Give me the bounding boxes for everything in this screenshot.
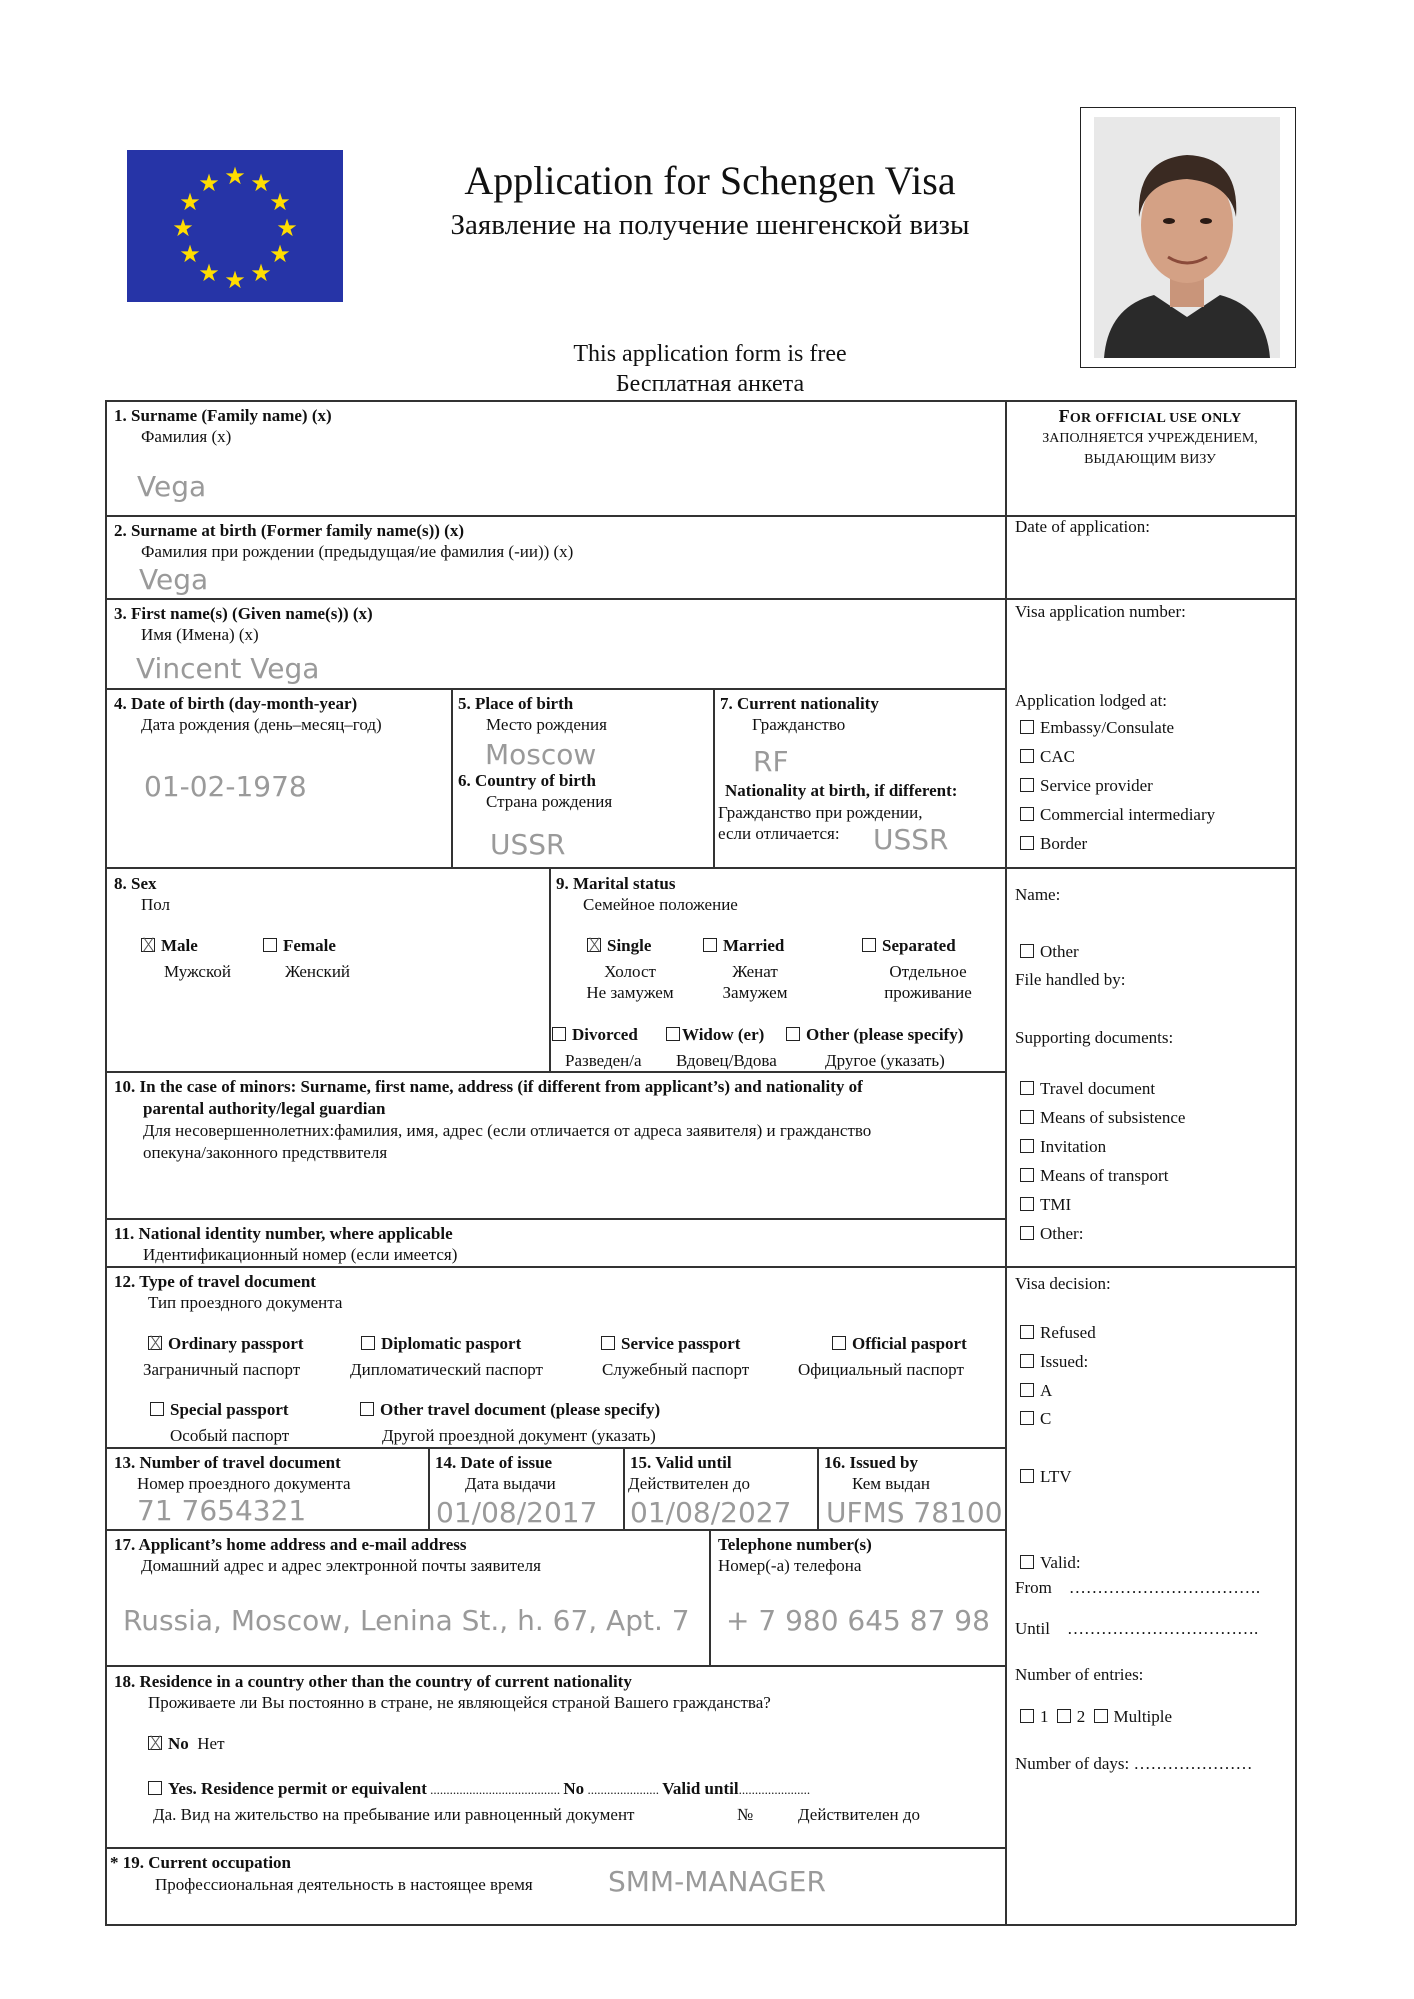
form-title: Application for Schengen Visa bbox=[464, 158, 956, 203]
official-other-option[interactable] bbox=[1020, 941, 1079, 962]
checkbox-icon[interactable] bbox=[1020, 1555, 1034, 1569]
checkbox-icon[interactable] bbox=[1020, 1168, 1034, 1182]
telephone-value[interactable]: + 7 980 645 87 98 bbox=[726, 1604, 990, 1637]
doc-number-label: 13. Number of travel document bbox=[114, 1453, 341, 1472]
home-address-label: 17. Applicant’s home address and e-mail address bbox=[114, 1535, 467, 1554]
official-passport-label: Official pasport bbox=[852, 1334, 967, 1353]
residence-permit-blank[interactable]: ........................................ bbox=[426, 1782, 564, 1797]
marital-divorced-option[interactable] bbox=[552, 1024, 638, 1045]
checkbox-checked-icon[interactable] bbox=[141, 938, 155, 952]
marital-status-label-ru: Семейное положение bbox=[583, 895, 738, 914]
star-icon: ★ bbox=[250, 169, 272, 197]
visa-c-label: C bbox=[1040, 1409, 1052, 1428]
country-of-birth-value[interactable]: USSR bbox=[490, 828, 566, 861]
travel-doc-type-label: 12. Type of travel document bbox=[114, 1272, 316, 1291]
checkbox-checked-icon[interactable] bbox=[587, 938, 601, 952]
doc-other-option[interactable] bbox=[1020, 1223, 1083, 1244]
country-of-birth-label: 6. Country of birth bbox=[458, 771, 596, 790]
doc-subsistence-label: Means of subsistence bbox=[1040, 1108, 1186, 1127]
doc-invitation-option[interactable] bbox=[1020, 1136, 1106, 1157]
married-label-ru2: Замужем bbox=[722, 983, 788, 1002]
country-of-birth-label-ru: Страна рождения bbox=[486, 792, 613, 811]
checkbox-icon[interactable] bbox=[1020, 1110, 1034, 1124]
service-passport-label: Service passport bbox=[621, 1334, 741, 1353]
portrait-icon bbox=[1094, 117, 1280, 358]
other-travel-doc-label-ru: Другой проездной документ (указать) bbox=[382, 1426, 656, 1445]
valid-from-label: From bbox=[1015, 1578, 1052, 1597]
residence-yes-label: Yes. Residence permit or equivalent bbox=[168, 1779, 427, 1798]
nationality-at-birth-label: Nationality at birth, if different: bbox=[725, 781, 958, 800]
number-of-entries-label: Number of entries: bbox=[1015, 1665, 1144, 1684]
home-address-label-ru: Домашний адрес и адрес электронной почты заявителя bbox=[141, 1556, 541, 1575]
supporting-documents-label: Supporting documents: bbox=[1015, 1028, 1174, 1047]
checkbox-icon[interactable] bbox=[1020, 944, 1034, 958]
star-icon: ★ bbox=[250, 259, 272, 287]
male-label-ru: Мужской bbox=[164, 962, 231, 981]
star-icon: ★ bbox=[172, 214, 194, 242]
marital-separated-option[interactable] bbox=[862, 935, 956, 956]
checkbox-icon[interactable] bbox=[1020, 1709, 1034, 1723]
residence-yes-option[interactable] bbox=[148, 1778, 810, 1800]
sex-label: 8. Sex bbox=[114, 874, 157, 893]
occupation-label-ru: Профессиональная деятельность в настоящее время bbox=[155, 1875, 533, 1894]
male-label: Male bbox=[161, 936, 198, 955]
issued-by-label-ru: Кем выдан bbox=[852, 1474, 930, 1493]
minors-label-2: parental authority/legal guardian bbox=[143, 1099, 386, 1118]
checkbox-icon[interactable] bbox=[1020, 1325, 1034, 1339]
special-passport-label: Special passport bbox=[170, 1400, 289, 1419]
nationality-value[interactable]: RF bbox=[753, 745, 789, 778]
valid-until-value[interactable]: 01/08/2027 bbox=[630, 1496, 792, 1529]
date-of-issue-label-ru: Дата выдачи bbox=[465, 1474, 556, 1493]
date-of-birth-label: 4. Date of birth (day-month-year) bbox=[114, 694, 358, 713]
special-passport-label-ru: Особый паспорт bbox=[170, 1426, 290, 1445]
date-of-birth-label-ru: Дата рождения (день–месяц–год) bbox=[141, 715, 382, 734]
single-label: Single bbox=[607, 936, 652, 955]
residence-no-label-2: No bbox=[563, 1779, 585, 1798]
female-label-ru: Женский bbox=[285, 962, 351, 981]
surname-value[interactable]: Vega bbox=[137, 470, 207, 503]
nationality-at-birth-label-ru2: если отличается: bbox=[718, 824, 840, 843]
national-id-label-ru: Идентификационный номер (если имеется) bbox=[143, 1245, 458, 1264]
checkbox-icon[interactable] bbox=[703, 938, 717, 952]
place-of-birth-value[interactable]: Moscow bbox=[485, 738, 597, 771]
decision-issued-option[interactable] bbox=[1020, 1351, 1088, 1372]
nationality-at-birth-label-ru: Гражданство при рождении, bbox=[718, 803, 923, 822]
refused-label: Refused bbox=[1040, 1323, 1096, 1342]
ltv-label: LTV bbox=[1040, 1467, 1072, 1486]
place-of-birth-label-ru: Место рождения bbox=[486, 715, 607, 734]
star-icon: ★ bbox=[198, 259, 220, 287]
checkbox-icon[interactable] bbox=[601, 1336, 615, 1350]
entries-multiple-label: Multiple bbox=[1113, 1707, 1173, 1726]
service-passport-option[interactable] bbox=[601, 1333, 740, 1354]
surname-at-birth-label-ru: Фамилия при рождении (предыдущая/ие фамилия (-ии)) (x) bbox=[141, 542, 574, 561]
checkbox-icon[interactable] bbox=[361, 1336, 375, 1350]
date-of-birth-value[interactable]: 01-02-1978 bbox=[144, 770, 307, 803]
official-name-label: Name: bbox=[1015, 885, 1061, 904]
date-of-application-label: Date of application: bbox=[1015, 517, 1151, 536]
marital-married-option[interactable] bbox=[703, 935, 784, 956]
checkbox-icon[interactable] bbox=[1020, 1081, 1034, 1095]
surname-at-birth-label: 2. Surname at birth (Former family name(s)) (x) bbox=[114, 521, 465, 540]
star-icon: ★ bbox=[276, 214, 298, 242]
widow-label-ru: Вдовец/Вдова bbox=[676, 1051, 777, 1070]
official-use-subtitle: ЗАПОЛНЯЕТСЯ УЧРЕЖДЕНИЕМ, bbox=[1042, 431, 1258, 446]
residence-valid-blank[interactable]: ...................... bbox=[738, 1782, 811, 1797]
star-icon: ★ bbox=[269, 240, 291, 268]
checkbox-checked-icon[interactable] bbox=[148, 1336, 162, 1350]
doc-number-label-ru: Номер проездного документа bbox=[137, 1474, 351, 1493]
residence-valid-until-label: Valid until bbox=[662, 1779, 739, 1798]
checkbox-icon[interactable] bbox=[1020, 1354, 1034, 1368]
doc-travel-label: Travel document bbox=[1040, 1079, 1156, 1098]
lodged-at-label: Application lodged at: bbox=[1015, 691, 1168, 710]
checkbox-icon[interactable] bbox=[263, 938, 277, 952]
marital-other-label-ru: Другое (указать) bbox=[825, 1051, 945, 1070]
first-name-value[interactable]: Vincent Vega bbox=[136, 652, 320, 685]
entries-options bbox=[1020, 1706, 1172, 1727]
residence-valid-label-ru: Действителен до bbox=[798, 1805, 921, 1824]
checkbox-icon[interactable] bbox=[1020, 1197, 1034, 1211]
nationality-label-ru: Гражданство bbox=[752, 715, 846, 734]
doc-number-value[interactable]: 71 7654321 bbox=[137, 1494, 307, 1527]
first-name-label: 3. First name(s) (Given name(s)) (x) bbox=[114, 604, 373, 623]
checkbox-icon[interactable] bbox=[148, 1781, 162, 1795]
eu-flag-icon bbox=[127, 150, 343, 302]
checkbox-icon[interactable] bbox=[1094, 1709, 1108, 1723]
marital-status-label: 9. Marital status bbox=[556, 874, 676, 893]
date-of-issue-label: 14. Date of issue bbox=[435, 1453, 553, 1472]
service-passport-label-ru: Служебный паспорт bbox=[602, 1360, 750, 1379]
lodged-cac-option[interactable] bbox=[1020, 746, 1075, 767]
sex-label-ru: Пол bbox=[141, 895, 171, 914]
issued-by-value[interactable]: UFMS 78100 bbox=[826, 1496, 1003, 1529]
checkbox-icon[interactable] bbox=[1020, 807, 1034, 821]
valid-option[interactable] bbox=[1020, 1552, 1081, 1573]
divorced-label-ru: Разведен/а bbox=[565, 1051, 642, 1070]
valid-until-label: 15. Valid until bbox=[630, 1453, 732, 1472]
star-icon: ★ bbox=[224, 162, 246, 190]
doc-subsistence-option[interactable] bbox=[1020, 1107, 1185, 1128]
surname-at-birth-value[interactable]: Vega bbox=[139, 563, 209, 596]
diplomatic-passport-label: Diplomatic pasport bbox=[381, 1334, 522, 1353]
residence-label: 18. Residence in a country other than the country of current nationality bbox=[114, 1672, 632, 1691]
checkbox-icon[interactable] bbox=[786, 1027, 800, 1041]
surname-label-ru: Фамилия (x) bbox=[141, 427, 232, 446]
commercial-label: Commercial intermediary bbox=[1040, 805, 1216, 824]
doc-tmi-label: TMI bbox=[1040, 1195, 1072, 1214]
residence-no-option[interactable] bbox=[148, 1733, 225, 1754]
doc-transport-option[interactable] bbox=[1020, 1165, 1168, 1186]
official-use-subtitle-2: ВЫДАЮЩИМ ВИЗУ bbox=[1084, 452, 1216, 467]
date-of-issue-value[interactable]: 01/08/2017 bbox=[436, 1496, 598, 1529]
telephone-label-ru: Номер(-а) телефона bbox=[718, 1556, 862, 1575]
diplomatic-passport-label-ru: Дипломатический паспорт bbox=[350, 1360, 543, 1379]
doc-other-label: Other: bbox=[1040, 1224, 1084, 1243]
occupation-label: * 19. Current occupation bbox=[110, 1853, 292, 1872]
file-handled-by-label: File handled by: bbox=[1015, 970, 1126, 989]
residence-yes-label-ru: Да. Вид на жительство на пребывание или равноценный документ bbox=[153, 1805, 635, 1824]
doc-invitation-label: Invitation bbox=[1040, 1137, 1107, 1156]
home-address-value[interactable]: Russia, Moscow, Lenina St., h. 67, Apt. 7 bbox=[123, 1604, 690, 1637]
minors-label-ru2: опекуна/законного предстввителя bbox=[143, 1143, 388, 1162]
valid-from-field[interactable] bbox=[1015, 1577, 1260, 1598]
issued-by-label: 16. Issued by bbox=[824, 1453, 919, 1472]
surname-label: 1. Surname (Family name) (x) bbox=[114, 406, 332, 425]
entries-1-label: 1 bbox=[1040, 1707, 1049, 1726]
free-notice-ru: Бесплатная анкета bbox=[615, 371, 805, 397]
applicant-photo bbox=[1080, 107, 1296, 368]
separated-label-ru2: проживание bbox=[884, 983, 972, 1002]
residence-label-ru: Проживаете ли Вы постоянно в стране, не являющейся страной Вашего гражданства? bbox=[148, 1693, 771, 1712]
nationality-at-birth-value[interactable]: USSR bbox=[873, 823, 949, 856]
valid-until-blank[interactable]: ……………………………. bbox=[1066, 1619, 1259, 1638]
doc-tmi-option[interactable] bbox=[1020, 1194, 1071, 1215]
checkbox-icon[interactable] bbox=[1020, 1469, 1034, 1483]
marital-widow-option[interactable] bbox=[666, 1024, 764, 1045]
residence-number-label-ru: № bbox=[737, 1805, 754, 1824]
residence-no-label-ru: Нет bbox=[197, 1734, 225, 1753]
entries-2-label: 2 bbox=[1076, 1707, 1086, 1726]
decision-ltv-option[interactable] bbox=[1020, 1466, 1072, 1487]
checkbox-checked-icon[interactable] bbox=[148, 1736, 162, 1750]
checkbox-icon[interactable] bbox=[1020, 1226, 1034, 1240]
valid-from-blank[interactable]: ……………………………. bbox=[1068, 1578, 1261, 1597]
checkbox-icon[interactable] bbox=[1020, 1383, 1034, 1397]
star-icon: ★ bbox=[179, 188, 201, 216]
visa-a-label: A bbox=[1040, 1381, 1053, 1400]
ordinary-passport-label-ru: Заграничный паспорт bbox=[143, 1360, 301, 1379]
valid-until-field[interactable] bbox=[1015, 1618, 1258, 1639]
decision-refused-option[interactable] bbox=[1020, 1322, 1096, 1343]
residence-no-label: No bbox=[168, 1734, 189, 1753]
official-passport-label-ru: Официальный паспорт bbox=[798, 1360, 964, 1379]
other-travel-doc-label: Other travel document (please specify) bbox=[380, 1400, 661, 1419]
checkbox-icon[interactable] bbox=[360, 1402, 374, 1416]
checkbox-icon[interactable] bbox=[1020, 1139, 1034, 1153]
checkbox-icon[interactable] bbox=[1020, 836, 1034, 850]
single-label-ru2: Не замужем bbox=[586, 983, 674, 1002]
lodged-service-provider-option[interactable] bbox=[1020, 775, 1153, 796]
sex-male-option[interactable] bbox=[141, 935, 198, 956]
decision-a-option[interactable] bbox=[1020, 1380, 1052, 1401]
checkbox-icon[interactable] bbox=[1020, 720, 1034, 734]
residence-number-blank[interactable]: ...................... bbox=[584, 1782, 663, 1797]
diplomatic-passport-option[interactable] bbox=[361, 1333, 521, 1354]
doc-transport-label: Means of transport bbox=[1040, 1166, 1169, 1185]
doc-travel-option[interactable] bbox=[1020, 1078, 1155, 1099]
embassy-label: Embassy/Consulate bbox=[1040, 718, 1175, 737]
divorced-label: Divorced bbox=[572, 1025, 638, 1044]
other-travel-doc-option[interactable] bbox=[360, 1399, 660, 1420]
checkbox-icon[interactable] bbox=[150, 1402, 164, 1416]
checkbox-icon[interactable] bbox=[552, 1027, 566, 1041]
official-use-title: FOR OFFICIAL USE ONLY bbox=[1058, 406, 1242, 426]
official-other-label: Other bbox=[1040, 942, 1079, 961]
single-label-ru: Холост bbox=[604, 962, 656, 981]
separated-label: Separated bbox=[882, 936, 956, 955]
checkbox-icon[interactable] bbox=[1020, 1411, 1034, 1425]
issued-label: Issued: bbox=[1040, 1352, 1089, 1371]
star-icon: ★ bbox=[198, 169, 220, 197]
travel-doc-type-label-ru: Тип проездного документа bbox=[148, 1293, 343, 1312]
married-label-ru: Женат bbox=[732, 962, 778, 981]
star-icon: ★ bbox=[179, 240, 201, 268]
checkbox-icon[interactable] bbox=[1020, 749, 1034, 763]
telephone-label: Telephone number(s) bbox=[718, 1535, 872, 1554]
decision-c-option[interactable] bbox=[1020, 1408, 1051, 1429]
star-icon: ★ bbox=[224, 266, 246, 294]
valid-until-official-label: Until bbox=[1015, 1619, 1050, 1638]
first-name-label-ru: Имя (Имена) (x) bbox=[141, 625, 259, 644]
sex-female-option[interactable] bbox=[263, 935, 336, 956]
form-title-ru: Заявление на получение шенгенской визы bbox=[450, 209, 970, 241]
occupation-value[interactable]: SMM-MANAGER bbox=[608, 1865, 826, 1898]
cac-label: CAC bbox=[1040, 747, 1075, 766]
marital-single-option[interactable] bbox=[587, 935, 651, 956]
special-passport-option[interactable] bbox=[150, 1399, 289, 1420]
minors-label: 10. In the case of minors: Surname, first name, address (if different from applicant’s) and nationality of bbox=[114, 1077, 863, 1096]
official-passport-option[interactable] bbox=[832, 1333, 967, 1354]
visa-decision-label: Visa decision: bbox=[1015, 1274, 1111, 1293]
marital-other-option[interactable] bbox=[786, 1024, 963, 1045]
married-label: Married bbox=[723, 936, 785, 955]
free-notice: This application form is free bbox=[573, 341, 847, 367]
place-of-birth-label: 5. Place of birth bbox=[458, 694, 574, 713]
widow-label: Widow (er) bbox=[682, 1025, 765, 1044]
ordinary-passport-option[interactable] bbox=[148, 1333, 304, 1354]
checkbox-icon[interactable] bbox=[1020, 778, 1034, 792]
marital-other-label: Other (please specify) bbox=[806, 1025, 964, 1044]
star-icon: ★ bbox=[269, 188, 291, 216]
ordinary-passport-label: Ordinary passport bbox=[168, 1334, 304, 1353]
lodged-embassy-option[interactable] bbox=[1020, 717, 1174, 738]
national-id-label: 11. National identity number, where applicable bbox=[114, 1224, 453, 1243]
valid-until-label-ru: Действителен до bbox=[628, 1474, 751, 1493]
visa-application-number-label: Visa application number: bbox=[1015, 602, 1186, 621]
minors-label-ru: Для несовершеннолетних:фамилия, имя, адрес (если отличается от адреса заявителя) и гражданство bbox=[143, 1121, 872, 1140]
number-of-days-field[interactable]: Number of days: ………………… bbox=[1015, 1754, 1253, 1773]
lodged-border-option[interactable] bbox=[1020, 833, 1087, 854]
female-label: Female bbox=[283, 936, 336, 955]
checkbox-icon[interactable] bbox=[862, 938, 876, 952]
lodged-commercial-option[interactable] bbox=[1020, 804, 1215, 825]
checkbox-icon[interactable] bbox=[1057, 1709, 1071, 1723]
nationality-label: 7. Current nationality bbox=[720, 694, 879, 713]
valid-label: Valid: bbox=[1040, 1553, 1081, 1572]
checkbox-icon[interactable] bbox=[666, 1027, 680, 1041]
service-provider-label: Service provider bbox=[1040, 776, 1153, 795]
checkbox-icon[interactable] bbox=[832, 1336, 846, 1350]
border-label: Border bbox=[1040, 834, 1088, 853]
separated-label-ru: Отдельное bbox=[889, 962, 967, 981]
